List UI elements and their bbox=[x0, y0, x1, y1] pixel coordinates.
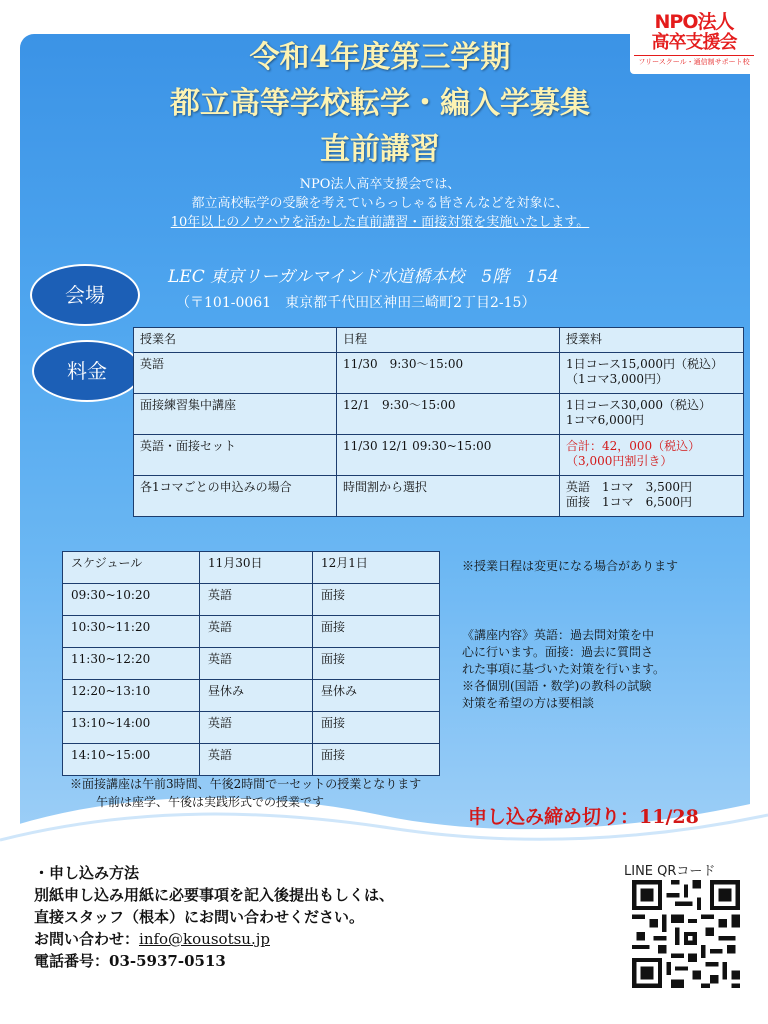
apply-line1: 別紙申し込み用紙に必要事項を記入後提出もしくは、 bbox=[34, 886, 395, 904]
schedule-time: 11:30~12:20 bbox=[63, 648, 200, 680]
apply-heading: ・申し込み方法 bbox=[34, 864, 140, 882]
content-line: 心に行います。面接：過去に質問さ bbox=[462, 645, 654, 659]
qr-label: LINE QRコード bbox=[624, 864, 716, 879]
schedule-time: 09:30~10:20 bbox=[63, 584, 200, 616]
interview-note-line1: ※面接講座は午前3時間、午後2時間で一セットの授業となります bbox=[70, 777, 422, 791]
content-line: ※各個別(国語・数学)の教科の試験 bbox=[462, 679, 652, 693]
contact-label: お問い合わせ： bbox=[34, 930, 140, 948]
fee-header-price: 授業料 bbox=[560, 328, 744, 353]
schedule-day2: 昼休み bbox=[313, 680, 440, 712]
fee-schedule: 11/30 12/1 09:30~15:00 bbox=[337, 435, 560, 476]
apply-line2: 直接スタッフ（根本）にお問い合わせください。 bbox=[34, 908, 365, 926]
schedule-day1: 英語 bbox=[200, 744, 313, 776]
schedule-row bbox=[63, 616, 440, 648]
schedule-header-day1: 11月30日 bbox=[200, 552, 313, 584]
intro-line3: 10年以上のノウハウを活かした直前講習・面接対策を実施いたします。 bbox=[170, 215, 590, 230]
logo-line3: フリースクール・通信制サポート校 bbox=[634, 55, 754, 68]
fee-name: 各1コマごとの申込みの場合 bbox=[134, 476, 337, 517]
fee-price-line1: 1日コース15,000円（税込） bbox=[566, 357, 724, 371]
fee-badge: 料金 bbox=[32, 340, 142, 402]
fee-header-name: 授業名 bbox=[134, 328, 337, 353]
schedule-change-note: ※授業日程は変更になる場合があります bbox=[462, 559, 679, 573]
fee-header-row bbox=[134, 328, 744, 353]
content-line: れた事項に基づいた対策を行います。 bbox=[462, 662, 666, 676]
fee-name: 面接練習集中講座 bbox=[134, 394, 337, 435]
interview-note-line2: 午前は座学、午後は実践形式での授業です bbox=[96, 795, 325, 809]
schedule-row bbox=[63, 712, 440, 744]
schedule-row bbox=[63, 680, 440, 712]
schedule-header-day2: 12月1日 bbox=[313, 552, 440, 584]
content-line: 対策を希望の方は要相談 bbox=[462, 696, 595, 710]
email-link[interactable]: info@kousotsu.jp bbox=[139, 930, 270, 948]
fee-schedule: 11/30 9:30～15:00 bbox=[337, 353, 560, 394]
venue-address: （〒101-0061 東京都千代田区神田三崎町2丁目2-15） bbox=[176, 295, 536, 311]
logo-line1: NPO法人 bbox=[654, 11, 734, 33]
title-line3: 直前講習 bbox=[320, 132, 440, 167]
venue-name: LEC 東京リーガルマインド水道橋本校 5階 154 bbox=[168, 267, 559, 287]
phone-label: 電話番号： bbox=[34, 952, 110, 970]
content-line: 《講座内容》英語：過去問対策を中 bbox=[462, 628, 655, 642]
fee-row bbox=[134, 435, 744, 476]
schedule-day2: 面接 bbox=[313, 712, 440, 744]
schedule-time: 12:20~13:10 bbox=[63, 680, 200, 712]
schedule-day2: 面接 bbox=[313, 648, 440, 680]
intro-line2: 都立高校転学の受験を考えていらっしゃる皆さんなどを対象に、 bbox=[191, 196, 569, 211]
deadline-text: 申し込み締め切り：11/28 bbox=[468, 806, 699, 828]
schedule-time: 14:10~15:00 bbox=[63, 744, 200, 776]
intro-line1: NPO法人高卒支援会では、 bbox=[299, 177, 461, 192]
fee-price-line1: 合計：42，000（税込） bbox=[566, 439, 701, 453]
fee-price-line2: （1コマ3,000円） bbox=[566, 372, 668, 386]
fee-name: 英語 bbox=[134, 353, 337, 394]
fee-schedule: 12/1 9:30～15:00 bbox=[337, 394, 560, 435]
schedule-header-time: スケジュール bbox=[63, 552, 200, 584]
schedule-row bbox=[63, 744, 440, 776]
application-info bbox=[34, 862, 394, 972]
fee-schedule: 時間割から選択 bbox=[337, 476, 560, 517]
fee-price bbox=[560, 394, 744, 435]
schedule-day1: 英語 bbox=[200, 616, 313, 648]
fee-row bbox=[134, 476, 744, 517]
schedule-day1: 英語 bbox=[200, 648, 313, 680]
schedule-day1: 昼休み bbox=[200, 680, 313, 712]
schedule-time: 13:10~14:00 bbox=[63, 712, 200, 744]
logo-line2: 高卒支援会 bbox=[651, 32, 737, 53]
title-line2: 都立高等学校転学・編入学募集 bbox=[170, 86, 590, 121]
course-content-note bbox=[462, 627, 665, 712]
phone-number: 03-5937-0513 bbox=[109, 952, 226, 970]
schedule-day2: 面接 bbox=[313, 744, 440, 776]
fee-price-line2: 1コマ6,000円 bbox=[566, 413, 644, 427]
schedule-time: 10:30~11:20 bbox=[63, 616, 200, 648]
fee-name: 英語・面接セット bbox=[134, 435, 337, 476]
fee-row bbox=[134, 394, 744, 435]
contact-row bbox=[34, 928, 394, 950]
fee-price bbox=[560, 476, 744, 517]
fee-row bbox=[134, 353, 744, 394]
fee-price bbox=[560, 435, 744, 476]
schedule-row bbox=[63, 584, 440, 616]
line-qr-code-icon[interactable] bbox=[632, 880, 740, 988]
fee-price-line1: 1日コース30,000（税込） bbox=[566, 398, 712, 412]
fee-table bbox=[133, 327, 744, 517]
schedule-day2: 面接 bbox=[313, 616, 440, 648]
schedule-day1: 英語 bbox=[200, 584, 313, 616]
phone-row bbox=[34, 950, 394, 972]
title-line1: 令和4年度第三学期 bbox=[249, 40, 511, 75]
fee-header-schedule: 日程 bbox=[337, 328, 560, 353]
schedule-row bbox=[63, 648, 440, 680]
schedule-header-row bbox=[63, 552, 440, 584]
schedule-table bbox=[62, 551, 440, 776]
fee-price-line2: （3,000円割引き） bbox=[566, 454, 673, 468]
venue-badge: 会場 bbox=[30, 264, 140, 326]
schedule-day2: 面接 bbox=[313, 584, 440, 616]
fee-price bbox=[560, 353, 744, 394]
schedule-day1: 英語 bbox=[200, 712, 313, 744]
fee-price-line2: 面接 1コマ 6,500円 bbox=[566, 495, 692, 509]
fee-price-line1: 英語 1コマ 3,500円 bbox=[566, 480, 692, 494]
